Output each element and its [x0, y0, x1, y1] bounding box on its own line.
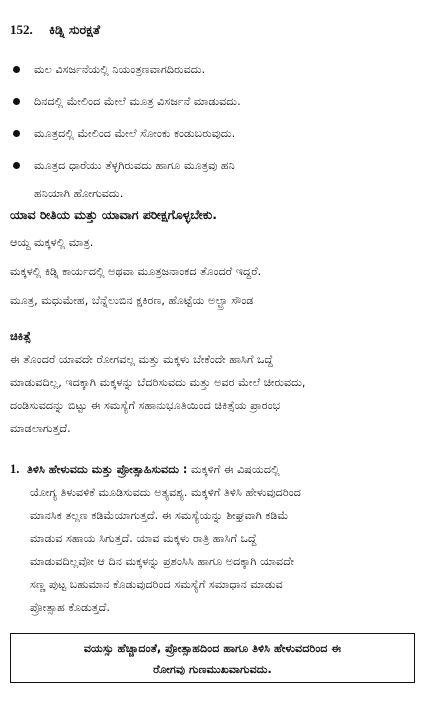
section-title: ಕಿಡ್ನಿ ಸುರಕ್ಷತೆ [49, 22, 100, 37]
symptom-list [10, 58, 420, 214]
list-item-text: ಮೂತ್ರದಲ್ಲಿ ಮೇಲಿಂದ ಮೇಲೆ ಸೋಂಕು ಕಂಡುಬರುವುದು. [34, 127, 236, 140]
list-item-text: ಮಲ ವಿಸರ್ಜನೆಯಲ್ಲಿ ನಿಯಂತ್ರಣವಾಗದಿರುವದು. [34, 63, 206, 76]
when-to-test-heading: ಯಾವ ರೀತಿಯ ಮತ್ತು ಯಾವಾಗ ಪರೀಕ್ಷಗೊಳ್ಳಬೇಕು. [10, 207, 217, 222]
paragraph-line: ಮಾಡುವದಿಲ್ಲವೋ ಆ ದಿನ ಮಕ್ಕಳನ್ನು ಪ್ರಶಂಸಿಸಿ ಹಾಗೂ ಅದಕ್ಕಾಗಿ ಯಾವದೇ [30, 555, 295, 568]
list-item [10, 90, 420, 113]
list-item-text: ದಿನದಲ್ಲಿ ಮೇಲಿಂದ ಮೇಲೆ ಮೂತ್ರ ವಿಸರ್ಜನೆ ಮಾಡುವದು. [34, 95, 241, 108]
treatment-heading: ಚಿಕಿತ್ಸೆ [10, 329, 31, 343]
list-item [10, 154, 420, 205]
section-heading [10, 22, 100, 38]
paragraph-line: ಮಾಡಲಾಗುತ್ತದೆ. [10, 422, 71, 435]
note-box [10, 633, 415, 683]
when-to-test-line: ಮೂತ್ರ, ಮಧುಮೇಹ, ಬೆನ್ನೆಲುಬಿನ ಕ್ಷಕಿರಣ, ಹೊಟ್ಟೆಯ ಅಲ್ಟ್ರಾ ಸೌಂಡ [10, 294, 254, 307]
list-item-text-continued: ಹನಿಯಾಗಿ ಹೋಗುವದು. [34, 187, 124, 200]
note-line: ವಯಸ್ಸು ಹೆಚ್ಚಾದಂತೆ, ಪ್ರೋತ್ಸಾಹದಿಂದ ಹಾಗೂ ತಿಳಿಸಿ ಹೇಳುವದರಿಂದ ಈ [83, 642, 342, 655]
paragraph-line: ಮಾಡುವ ಸಹಾಯ ಸಿಗುತ್ತದೆ. ಯಾವ ಮಕ್ಕಳು ರಾತ್ರಿ ಹಾಸಿಗೆ ಒದ್ದೆ [30, 532, 257, 545]
note-line: ರೋಗವು ಗುಣಮುಖವಾಗುವದು. [153, 663, 272, 676]
paragraph-line: ಪ್ರೋತ್ಸಾಹ ಕೊಡುತ್ತದೆ. [30, 601, 110, 614]
numbered-item-first-line [10, 458, 422, 481]
paragraph-line: ಯೋಗ್ಯ ತಿಳುವಳಿಕೆ ಮೂಡಿಸುವದು ಅತ್ಯವಶ್ಯ. ಮಕ್ಕಳಿಗೆ ತಿಳಿಸಿ ಹೇಳುವುದರಿಂದ [30, 486, 301, 499]
paragraph-line: ದಂಡಿಸುವದನ್ನು ಬಿಟ್ಟು ಈ ಸಮಸ್ಯೆಗೆ ಸಹಾನುಭೂತಿಯಿಂದ ಚಿಕಿತ್ಸೆಯ ಪ್ರಾರಂಭ [10, 399, 281, 412]
list-item-text: ಮೂತ್ರದ ಧಾರೆಯು ತೆಳ್ಳಗಿರುವದು ಹಾಗೂ ಮೂತ್ರವು ಹನಿ [34, 159, 235, 172]
paragraph-line: ಈ ತೊಂದರೆ ಯಾವದೇ ರೋಗವಲ್ಲ ಮತ್ತು ಮಕ್ಕಳು ಬೇಕೆಂದೇ ಹಾಸಿಗೆ ಒದ್ದೆ [10, 353, 274, 366]
list-item [10, 122, 420, 145]
section-number: 152. [10, 22, 33, 37]
treatment-paragraph [10, 348, 418, 440]
paragraph-line: ಮಾಡುವದಿಲ್ಲ, ಇದಕ್ಕಾಗಿ ಮಕ್ಕಳನ್ನು ಬೆದರಿಸುವದು ಮತ್ತು ಅವರ ಮೇಲೆ ಚೀರುವದು, [10, 376, 306, 389]
paragraph-line: ಮಾನಸಿಕ ತಲ್ಲಣ ಕಡಿಮೆಯಾಗುತ್ತದೆ. ಈ ಸಮಸ್ಯೆಯನ್ನು ಶೀಘ್ರವಾಗಿ ಕಡಿಮೆ [30, 509, 289, 522]
when-to-test-line: ಆಯ್ದ ಮಕ್ಕಳಲ್ಲಿ ಮಾತ್ರ. [10, 236, 94, 249]
item-text: ಮಕ್ಕಳಿಗೆ ಈ ವಿಷಯದಲ್ಲಿ [190, 463, 280, 476]
item-title: ತಿಳಿಸಿ ಹೇಳುವದು ಮತ್ತು ಪ್ರೋತ್ಸಾಹಿಸುವದು : [26, 463, 188, 476]
item-number: 1. [10, 462, 20, 476]
list-item [10, 58, 420, 81]
numbered-item-1 [10, 458, 422, 619]
paragraph-line: ಸಣ್ಣ ಪುಟ್ಟ ಬಹುಮಾನ ಕೊಡುವುದರಿಂದ ಸಮಸ್ಯೆಗೆ ಸಮಾಧಾನ ಮಾಡುವ [30, 578, 283, 591]
when-to-test-line: ಮಕ್ಕಳಲ್ಲಿ ಕಿಡ್ನಿ ಕಾರ್ಯದಲ್ಲಿ ಅಥವಾ ಮೂತ್ರಜನಾಂಕದ ತೊಂದರೆ ಇದ್ದರೆ. [10, 265, 262, 278]
